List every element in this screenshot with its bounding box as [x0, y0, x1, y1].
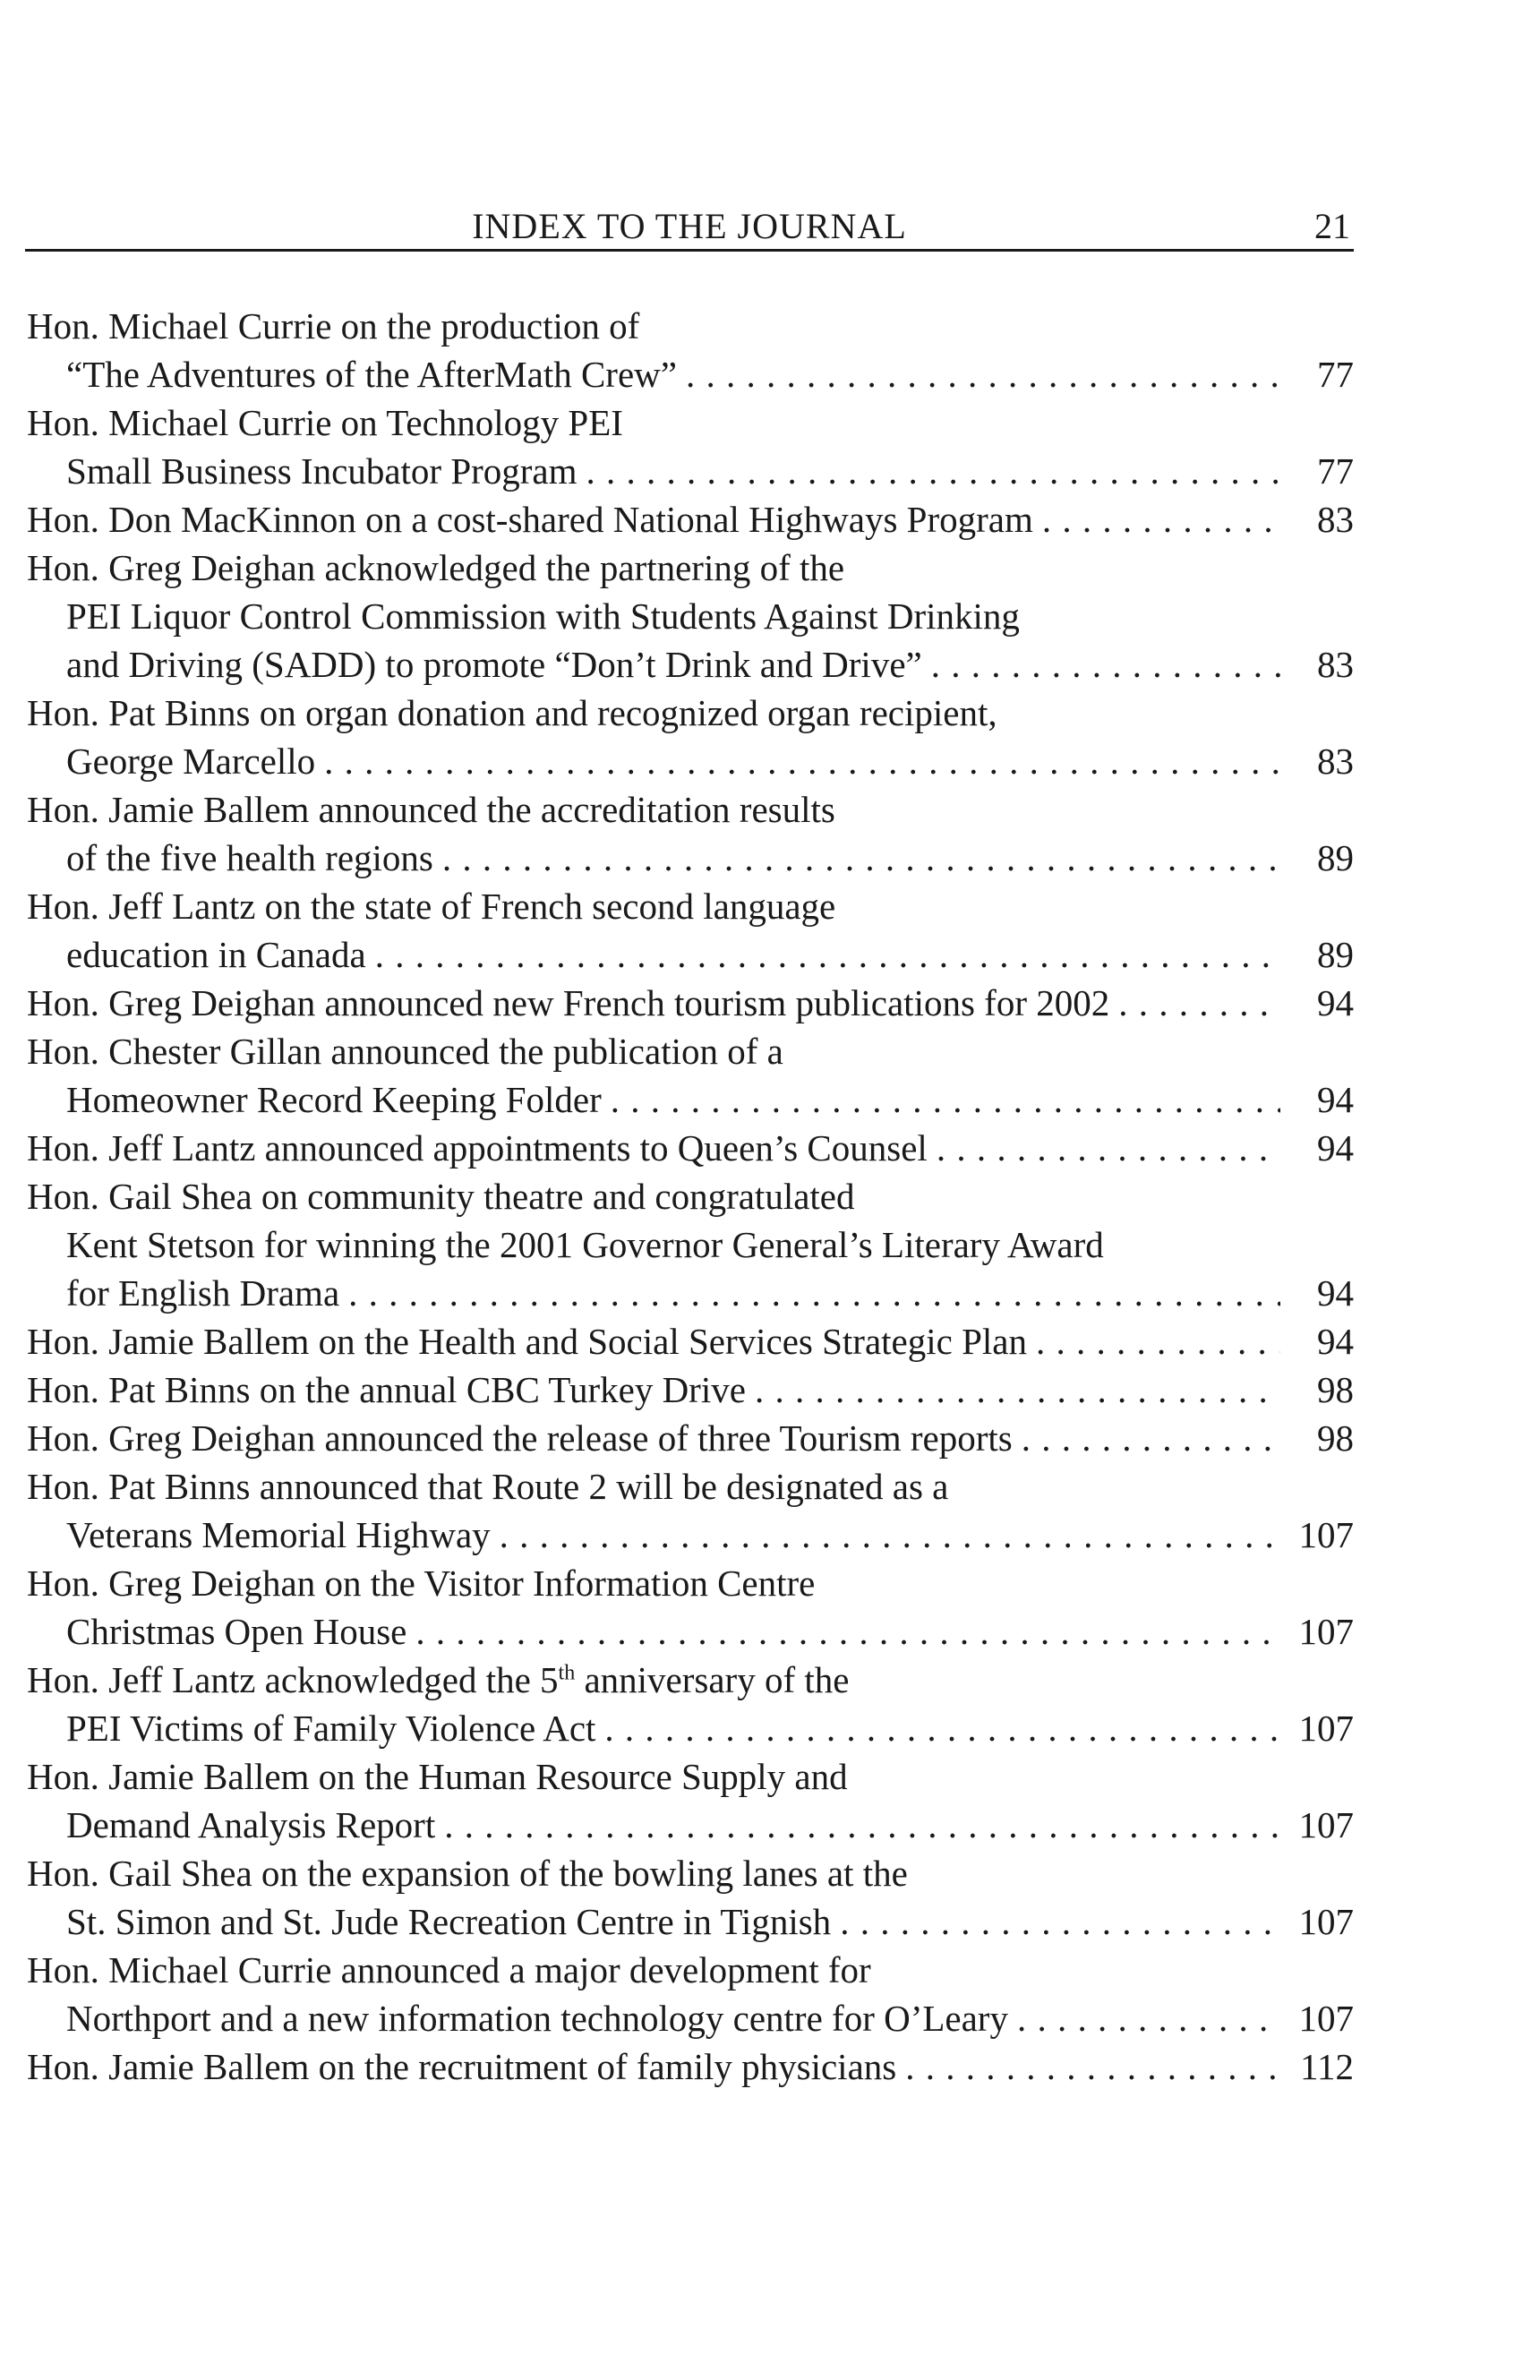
entry-page-ref: 94	[1317, 982, 1354, 1023]
entry-page-ref: 107	[1298, 1708, 1354, 1749]
entry-text: PEI Victims of Family Violence Act	[66, 1708, 596, 1749]
entry-text: Hon. Jamie Ballem on the Health and Social Services Strategic Plan	[27, 1321, 1027, 1362]
entry-text: Hon. Michael Currie on the production of	[27, 305, 640, 347]
entry-text: Hon. Jamie Ballem on the recruitment of family physicians	[27, 2046, 897, 2087]
index-entry	[27, 1849, 1354, 1946]
entry-text: Hon. Greg Deighan on the Visitor Information Centre	[27, 1562, 816, 1604]
entry-continuation-line	[27, 737, 1354, 785]
index-entry	[27, 495, 1354, 544]
dot-leader	[937, 1124, 1280, 1172]
index-entry	[27, 689, 1354, 785]
dot-leader	[444, 1801, 1280, 1849]
entry-page-ref: 107	[1298, 1514, 1354, 1555]
entry-page-ref: 98	[1317, 1417, 1354, 1459]
entry-page-ref: 83	[1317, 644, 1354, 685]
entry-page-ref: 77	[1317, 354, 1354, 395]
entry-first-line	[27, 1172, 1354, 1220]
entry-text: and Driving (SADD) to promote “Don’t Drink and Drive”	[66, 644, 922, 685]
dot-leader	[755, 1366, 1280, 1414]
index-entry	[27, 1124, 1354, 1172]
entry-text: Homeowner Record Keeping Folder	[66, 1079, 602, 1120]
entry-text: for English Drama	[66, 1272, 340, 1314]
dot-leader	[905, 2042, 1280, 2091]
index-entry	[27, 1414, 1354, 1462]
entry-text: Northport and a new information technology centre for O’Leary	[66, 1998, 1008, 2039]
entry-first-line	[27, 544, 1354, 592]
entry-first-line	[27, 1317, 1354, 1366]
entry-text: of the five health regions	[66, 837, 433, 878]
entry-page-ref: 112	[1300, 2046, 1354, 2087]
entry-page-ref: 83	[1317, 741, 1354, 782]
entry-continuation-line	[27, 1704, 1354, 1752]
index-entry	[27, 1559, 1354, 1656]
entry-text: Hon. Michael Currie on Technology PEI	[27, 402, 623, 443]
entry-text: Kent Stetson for winning the 2001 Governor General’s Literary Award	[66, 1224, 1104, 1265]
entry-first-line	[27, 1656, 1354, 1704]
entry-page-ref: 107	[1298, 1611, 1354, 1652]
entry-first-line	[27, 1414, 1354, 1462]
dot-leader	[604, 1704, 1280, 1752]
entry-page-ref: 107	[1298, 1804, 1354, 1845]
entry-first-line	[27, 1366, 1354, 1414]
entry-page-ref: 107	[1298, 1998, 1354, 2039]
entry-page-ref: 94	[1317, 1272, 1354, 1314]
entry-first-line	[27, 1462, 1354, 1511]
entry-continuation-line	[27, 1511, 1354, 1559]
entry-text: Hon. Michael Currie announced a major development for	[27, 1949, 871, 1990]
index-entry	[27, 1317, 1354, 1366]
index-entry	[27, 1462, 1354, 1559]
entry-continuation-line	[27, 834, 1354, 882]
dot-leader	[1022, 1414, 1280, 1462]
index-entry	[27, 1027, 1354, 1124]
entry-text: Small Business Incubator Program	[66, 450, 578, 492]
entry-page-ref: 77	[1317, 450, 1354, 492]
index-entry	[27, 979, 1354, 1027]
entry-first-line	[27, 1849, 1354, 1897]
entry-continuation-line	[27, 930, 1354, 979]
entry-text: Hon. Chester Gillan announced the publication of a	[27, 1031, 783, 1072]
dot-leader	[415, 1607, 1280, 1656]
index-entry	[27, 1946, 1354, 2042]
index-entry	[27, 302, 1354, 398]
entry-first-line	[27, 979, 1354, 1027]
dot-leader	[1017, 1994, 1280, 2042]
entry-first-line	[27, 882, 1354, 930]
entry-text: Christmas Open House	[66, 1611, 407, 1652]
entry-continuation-line	[27, 350, 1354, 398]
dot-leader	[931, 640, 1280, 689]
entry-page-ref: 83	[1317, 499, 1354, 540]
dot-leader	[1118, 979, 1280, 1027]
dot-leader	[442, 834, 1280, 882]
dot-leader	[348, 1269, 1280, 1317]
index-entry	[27, 398, 1354, 495]
entry-first-line	[27, 1124, 1354, 1172]
index-entry	[27, 544, 1354, 689]
entry-first-line	[27, 785, 1354, 834]
entry-text: Veterans Memorial Highway	[66, 1514, 491, 1555]
entry-text: Demand Analysis Report	[66, 1804, 436, 1845]
entry-text: Hon. Jeff Lantz on the state of French second language	[27, 886, 836, 927]
entry-continuation-line	[27, 447, 1354, 495]
entry-continuation-line	[27, 592, 1354, 640]
dot-leader	[500, 1511, 1280, 1559]
dot-leader	[611, 1075, 1280, 1124]
entry-continuation-line	[27, 640, 1354, 689]
entry-text: PEI Liquor Control Commission with Students Against Drinking	[66, 595, 1020, 637]
entry-first-line	[27, 1559, 1354, 1607]
entry-page-ref: 107	[1298, 1901, 1354, 1942]
entry-page-ref: 94	[1317, 1079, 1354, 1120]
entry-first-line	[27, 1027, 1354, 1075]
entry-text: St. Simon and St. Jude Recreation Centre in Tignish	[66, 1901, 832, 1942]
dot-leader	[586, 447, 1280, 495]
entry-page-ref: 98	[1317, 1369, 1354, 1410]
entry-text: Hon. Jeff Lantz acknowledged the 5th anniversary of the	[27, 1659, 850, 1700]
entry-text: Hon. Pat Binns announced that Route 2 will be designated as a	[27, 1466, 949, 1507]
dot-leader	[324, 737, 1280, 785]
entry-text: Hon. Pat Binns on organ donation and recognized organ recipient,	[27, 692, 997, 733]
entry-continuation-line	[27, 1220, 1354, 1269]
index-entry	[27, 1656, 1354, 1752]
entry-first-line	[27, 689, 1354, 737]
entry-text: “The Adventures of the AfterMath Crew”	[66, 354, 677, 395]
entry-text: Hon. Don MacKinnon on a cost-shared National Highways Program	[27, 499, 1033, 540]
entry-page-ref: 94	[1317, 1127, 1354, 1169]
index-entry	[27, 785, 1354, 882]
entry-first-line	[27, 495, 1354, 544]
dot-leader	[375, 930, 1280, 979]
entry-text: Hon. Jamie Ballem on the Human Resource Supply and	[27, 1756, 848, 1797]
index-entries-list	[27, 302, 1354, 2091]
entry-first-line	[27, 302, 1354, 350]
dot-leader	[686, 350, 1280, 398]
entry-page-ref: 89	[1317, 934, 1354, 975]
entry-text: education in Canada	[66, 934, 366, 975]
entry-page-ref: 94	[1317, 1321, 1354, 1362]
running-header	[25, 204, 1354, 252]
journal-index-title: INDEX TO THE JOURNAL	[472, 206, 907, 246]
entry-text: Hon. Jamie Ballem announced the accreditation results	[27, 789, 835, 830]
entry-continuation-line	[27, 1075, 1354, 1124]
entry-text: Hon. Greg Deighan announced the release of three Tourism reports	[27, 1417, 1013, 1459]
entry-continuation-line	[27, 1994, 1354, 2042]
entry-text: Hon. Pat Binns on the annual CBC Turkey Drive	[27, 1369, 746, 1410]
entry-continuation-line	[27, 1269, 1354, 1317]
entry-first-line	[27, 2042, 1354, 2091]
dot-leader	[1036, 1317, 1280, 1366]
entry-first-line	[27, 1946, 1354, 1994]
dot-leader	[1042, 495, 1280, 544]
index-entry	[27, 882, 1354, 979]
page-number: 21	[1314, 206, 1350, 246]
entry-text: Hon. Jeff Lantz announced appointments to Queen’s Counsel	[27, 1127, 928, 1169]
entry-text: Hon. Gail Shea on community theatre and congratulated	[27, 1176, 855, 1217]
dot-leader	[840, 1897, 1280, 1946]
index-entry	[27, 1752, 1354, 1849]
entry-text: Hon. Gail Shea on the expansion of the bowling lanes at the	[27, 1853, 908, 1894]
entry-text: Hon. Greg Deighan announced new French tourism publications for 2002	[27, 982, 1110, 1023]
entry-first-line	[27, 398, 1354, 447]
index-entry	[27, 2042, 1354, 2091]
entry-text: George Marcello	[66, 741, 316, 782]
index-entry	[27, 1172, 1354, 1317]
entry-page-ref: 89	[1317, 837, 1354, 878]
entry-continuation-line	[27, 1897, 1354, 1946]
entry-first-line	[27, 1752, 1354, 1801]
index-entry	[27, 1366, 1354, 1414]
entry-continuation-line	[27, 1801, 1354, 1849]
entry-continuation-line	[27, 1607, 1354, 1656]
entry-text: Hon. Greg Deighan acknowledged the partnering of the	[27, 547, 845, 588]
